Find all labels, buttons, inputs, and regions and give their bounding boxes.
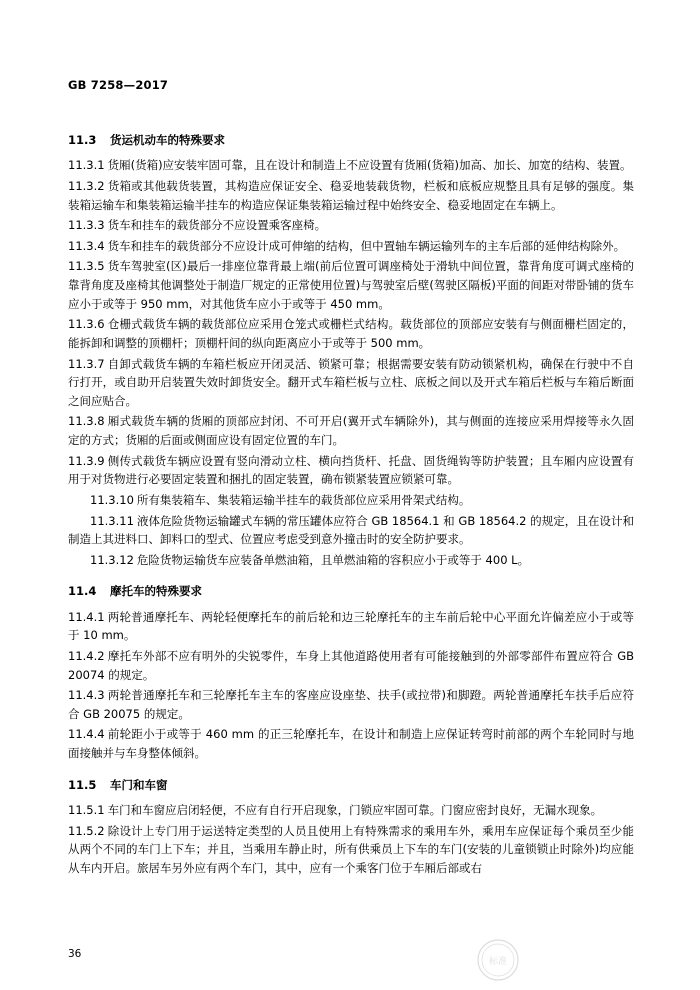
paragraph-label: 11.5.2: [68, 823, 105, 838]
paragraph-label: 11.3.12: [90, 552, 134, 567]
paragraph: [68, 237, 634, 256]
paragraph-label: 11.4.3: [68, 688, 105, 703]
paragraph-label: 11.3.8: [68, 414, 105, 429]
paragraph-text: 危险货物运输货车应装备单燃油箱，且单燃油箱的容积应小于或等于 400 L。: [136, 552, 530, 567]
section-number: 11.3: [68, 133, 97, 147]
paragraph-text: 所有集装箱车、集装箱运输半挂车的载货部位应采用骨架式结构。: [136, 492, 471, 507]
paragraph: [68, 257, 634, 313]
paragraph-label: 11.4.2: [68, 648, 105, 663]
paragraph-label: 11.4.1: [68, 609, 105, 624]
paragraph: [68, 608, 634, 645]
paragraph-label: 11.3.11: [90, 513, 134, 528]
svg-text:标准: 标准: [488, 957, 508, 967]
paragraph: [68, 551, 634, 570]
section-number: 11.5: [68, 777, 97, 792]
paragraph-text: 厢式载货车辆的货厢的顶部应封闭、不可开启(翼开式车辆除外)，其与侧面的连接应采用焊接等永久固定的方式；货厢的后面或侧面应设有固定位置的车门。: [68, 414, 634, 447]
section-title: 车门和车窗: [110, 777, 168, 792]
paragraph-text: 自卸式载货车辆的车箱栏板应开闭灵活、锁紧可靠；根据需要安装有防动锁紧机构，确保在行驶中不自行打开，或自助开启装置失效时卸货安全。翻开式车箱栏板与立柱、底板之间以及开式车箱后栏板与车箱后断面之间应贴合。: [68, 356, 634, 408]
paragraph: [68, 512, 634, 549]
paragraph-label: 11.3.2: [68, 178, 105, 193]
paragraph-text: 两轮普通摩托车和三轮摩托车主车的客座应设座垫、扶手(或拉带)和脚蹬。两轮普通摩托车扶手后应符合 GB 20075 的规定。: [68, 688, 634, 721]
paragraph: [68, 315, 634, 352]
paragraph: [68, 801, 634, 820]
paragraph: [68, 822, 634, 878]
paragraph-label: 11.3.3: [68, 218, 105, 233]
paragraph-text: 仓栅式载货车辆的载货部位应采用仓笼式或栅栏式结构。载货部位的顶部应安装有与侧面栅栏固定的，能拆卸和调整的顶棚杆；顶棚杆间的纵向距离应小于或等于 500 mm。: [68, 317, 634, 350]
paragraph: [68, 452, 634, 489]
paragraph-label: 11.3.1: [68, 158, 105, 173]
watermark-stamp: [476, 938, 520, 982]
paragraph: [68, 156, 634, 175]
paragraph: [68, 177, 634, 214]
section-heading: [68, 777, 634, 794]
paragraph: [68, 491, 634, 510]
paragraph-text: 摩托车外部不应有明外的尖锐零件，车身上其他道路使用者有可能接触到的外部零部件布置应符合 GB 20074 的规定。: [68, 648, 634, 682]
section-title: 货运机动车的特殊要求: [110, 133, 225, 147]
paragraph: [68, 647, 634, 684]
paragraph-label: 11.3.9: [68, 453, 105, 468]
paragraph-text: 除设计上专门用于运送特定类型的人员且使用上有特殊需求的乘用车外，乘用车应保证每个乘员至少能从两个不同的车门上下车；并且，当乘用车静止时，所有供乘员上下车的车门(安装的儿童锁锁止时除外)均应能从车内开启。旅居车另外应有两个车门，其中，应有一个乘客门位于车厢后部或右: [68, 823, 634, 875]
document-body: [68, 118, 634, 879]
paragraph-label: 11.3.7: [68, 356, 105, 371]
paragraph: [68, 216, 634, 235]
paragraph-text: 货车和挂车的载货部分不应设置乘客座椅。: [107, 218, 327, 233]
page-header: GB 7258—2017: [68, 78, 169, 92]
paragraph-text: 车门和车窗应启闭轻便，不应有自行开启现象，门锁应牢固可靠。门窗应密封良好，无漏水现象。: [107, 802, 603, 817]
paragraph-text: 液体危险货物运输罐式车辆的常压罐体应符合 GB 18564.1 和 GB 18564.2 的规定，且在设计和制造上其进料口、卸料口的型式、位置应考虑受到意外撞击时的安全防护要求。: [68, 513, 634, 547]
section-heading: [68, 583, 634, 600]
paragraph-text: 货箱或其他载货装置，其构造应保证安全、稳妥地装载货物，栏板和底板应规整且具有足够的强度。集装箱运输车和集装箱运输半挂车的构造应保证集装箱运输过程中始终安全、稳妥地固定在车辆上。: [68, 178, 634, 212]
paragraph-text: 两轮普通摩托车、两轮轻便摩托车的前后轮和边三轮摩托车的主车前后轮中心平面允许偏差应小于或等于 10 mm。: [68, 609, 634, 643]
paragraph: [68, 412, 634, 449]
paragraph-label: 11.4.4: [68, 727, 105, 742]
section-title: 摩托车的特殊要求: [110, 584, 202, 599]
paragraph: [68, 355, 634, 411]
paragraph-label: 11.3.10: [90, 492, 134, 507]
paragraph-text: 货车和挂车的载货部分不应设计成可伸缩的结构，但中置轴车辆运输列车的主车后部的延伸结构除外。: [107, 238, 626, 253]
paragraph: [68, 686, 634, 723]
section-number: 11.4: [68, 584, 97, 599]
paragraph: [68, 725, 634, 762]
paragraph-label: 11.5.1: [68, 802, 105, 817]
paragraph-text: 货厢(货箱)应安装牢固可靠，且在设计和制造上不应设置有货厢(货箱)加高、加长、加宽的结构、装置。: [107, 158, 632, 173]
paragraph-label: 11.3.6: [68, 317, 105, 332]
paragraph-text: 侧传式载货车辆应设置有竖向滑动立柱、横向挡货杆、托盘、固货绳钩等防护装置；且车厢内应设置有用于对货物进行必要固定装置和捆扎的固定装置，确布锁紧装置应锁紧可靠。: [68, 453, 634, 487]
paragraph-label: 11.3.4: [68, 238, 105, 253]
paragraph-label: 11.3.5: [68, 259, 105, 274]
section-heading: [68, 132, 634, 149]
paragraph-text: 货车驾驶室(区)最后一排座位靠背最上端(前后位置可调座椅处于滑轨中间位置，靠背角度可调式座椅的靠背角度及座椅其他调整处于制造厂规定的正常使用位置)与驾驶室后壁(驾驶区隔板)平面的间距对带卧铺的货车应小于或等于 950 mm，对其他货车应小于或等于 450 mm。: [68, 259, 634, 311]
page-number: 36: [68, 948, 82, 960]
paragraph-text: 前轮距小于或等于 460 mm 的正三轮摩托车，在设计和制造上应保证转弯时前部的两个车轮同时与地面接触并与车身整体倾斜。: [68, 727, 634, 760]
